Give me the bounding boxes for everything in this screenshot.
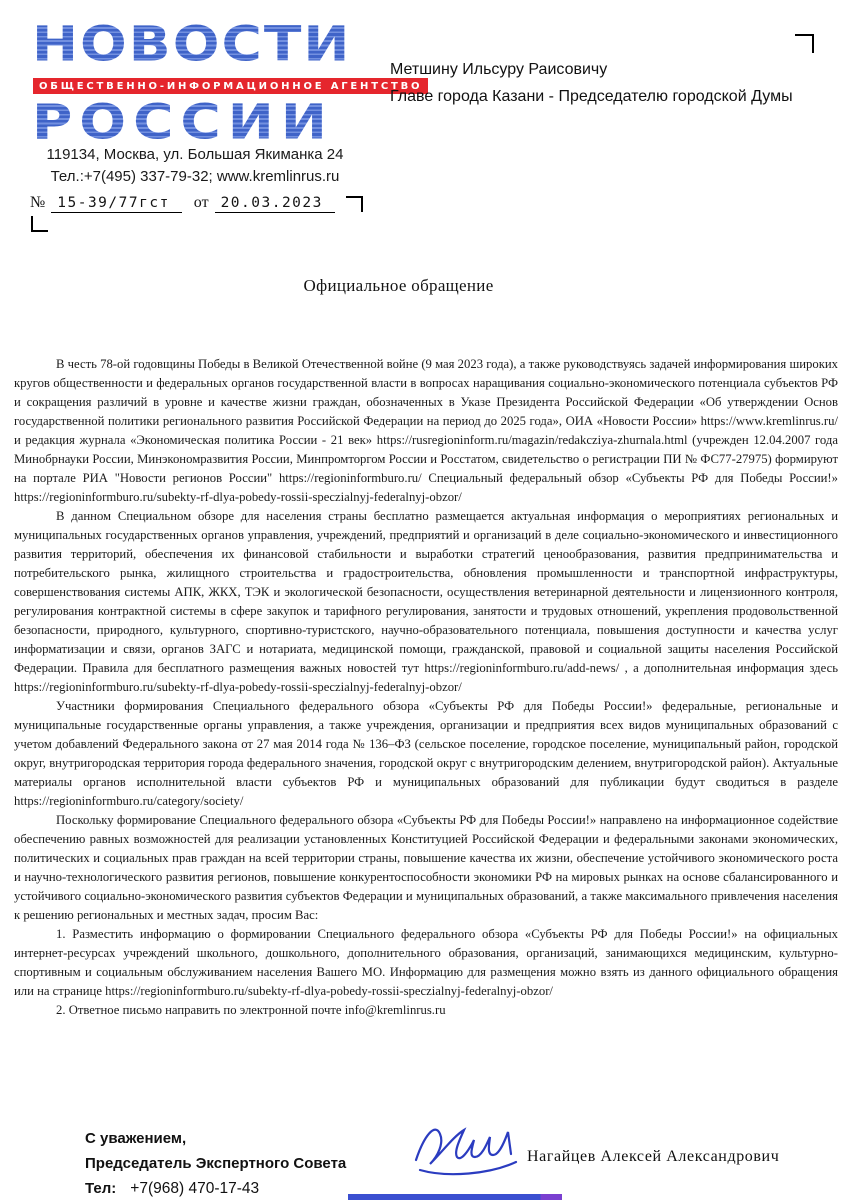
recipient-block	[390, 56, 835, 110]
letter-body	[14, 355, 838, 1020]
phone-label: Тел:	[85, 1180, 117, 1197]
scan-artifact-line	[348, 1194, 562, 1200]
crop-mark-top-right	[795, 34, 814, 53]
crop-mark-number-right	[346, 196, 363, 212]
recipient-name: Метшину Ильсуру Раисовичу	[390, 61, 608, 78]
logo-word-novosti: НОВОСТИ	[32, 20, 372, 68]
page-title: Официальное обращение	[303, 276, 494, 295]
logo-banner: ОБЩЕСТВЕННО-ИНФОРМАЦИОННОЕ АГЕНТСТВО	[33, 78, 428, 94]
signer-position: Председатель Экспертного Совета	[85, 1155, 347, 1172]
body-paragraph: 1. Разместить информацию о формировании Специального федерального обзора «Субъекты РФ для Победы России!» на официальных интернет-ресурсах учреждений школьного, дошкольного, дополнительного образования, организаций, занимающихся медицинским, культурно-спортивным и социальным обслуживанием населения Вашего МО. Информацию для размещения можно взять из данного официального обращения или на странице https://regioninformburo.ru/subekty-rf-dlya-pobedy-rossii-speczialnyj-federalnyj-obzor/	[14, 927, 838, 998]
recipient-position: Главе города Казани - Председателю городской Думы	[390, 88, 793, 105]
signer-name: Нагайцев Алексей Александрович	[527, 1148, 780, 1165]
body-paragraph: 2. Ответное письмо направить по электронной почте info@kremlinrus.ru	[56, 1003, 446, 1017]
agency-logo	[32, 15, 423, 153]
doc-date-label: от	[193, 194, 209, 211]
body-paragraph: В честь 78-ой годовщины Победы в Великой Отечественной войне (9 мая 2023 года), а также руководствуясь задачей информирования широких кругов общественности и федеральных органов государственной власти в вопросах наращивания социально-экономического потенциала субъектов РФ и сокращения различий в уровне и качестве жизни граждан, обозначенных в Указе Президента Российской Федерации «Об утверждении Основ государственной политики регионального развития Российской Федерации на период до 2025 года», ОИА «Новости России» https://www.kremlinrus.ru/ и редакция журнала «Экономическая политика России - 21 век» https://rusregioninform.ru/magazin/redakcziya-zhurnala.html (учрежден 12.04.2007 года Минобрнауки России, Минэкономразвития России, Минпромторгом России и Росстатом, свидетельство о регистрации ПИ № ФС77-27975) формируют на портале РИА "Новости регионов России" https://regioninformburo.ru/ Специальный федеральный обзор «Субъекты РФ для Победы России!» https://regioninformburo.ru/subekty-rf-dlya-pobedy-rossii-speczialnyj-federalnyj-obzor/	[14, 357, 838, 504]
doc-number-value: 15-39/77гст	[51, 195, 182, 213]
footer-signoff	[85, 1126, 346, 1200]
body-paragraph: В данном Специальном обзоре для населения страны бесплатно размещается актуальная информация о мероприятиях региональных и муниципальных государственных органов управления, учреждений, предприятий и организаций в деле социально-экономического и инвестиционного развития территорий, обеспечения их финансовой стабильности и выработки стратегий ценообразования, развития предпринимательства и потребительского рынка, жилищного строительства и градостроительства, обновления промышленности и транспортной инфраструктуры, совершенствования системы АПК, ЖКХ, ТЭК и экологической безопасности, осуществления ветеринарной деятельности и лицензионного контроля, регулирования контрактной системы в сфере закупок и тарифного регулирования, занятости и трудовых отношений, укрепления продовольственной безопасности, природного, культурного, спортивно-туристского, научно-образовательного потенциала, повышения доступности и качества услуг информатизации и связи, органов ЗАГС и нотариата, медицинской помощи, гражданской, правовой и социальной защиты населения Российской Федерации. Правила для бесплатного размещения важных новостей тут https://regioninformburo.ru/add-news/ , а дополнительная информация здесь https://regioninformburo.ru/subekty-rf-dlya-pobedy-rossii-speczialnyj-federalnyj-obzor/	[14, 509, 838, 694]
doc-date-value: 20.03.2023	[215, 195, 335, 213]
closing-line: С уважением,	[85, 1130, 187, 1147]
crop-mark-number-left	[31, 216, 48, 232]
signature	[408, 1112, 523, 1187]
letterhead-address	[10, 144, 380, 188]
logo-word-rossii: РОССИИ	[32, 98, 372, 146]
doc-number-row	[30, 194, 347, 213]
body-paragraph: Поскольку формирование Специального федерального обзора «Субъекты РФ для Победы России!» направлено на информационное содействие обеспечению равных возможностей для реализации установленных Конституцией Российской Федерации и федеральными законами экономических, политических и социальных прав граждан на всей территории страны, повышение качества их жизни, обеспечение устойчивого экономического роста и научно-технологического развития регионов, повышение конкурентоспособности экономики РФ на мировых рынках на основе сбалансированного и устойчивого социально-экономического развития субъектов Федерации и муниципальных образований, а также максимального привлечения населения к решению региональных и местных задач, просим Вас:	[14, 813, 838, 922]
body-paragraph: Участники формирования Специального федерального обзора «Субъекты РФ для Победы России!» федеральные, региональные и муниципальные государственные органы управления, а также учреждения, организации и предприятия всех видов муниципальных образований с учетом добавлений Федерального закона от 27 мая 2014 года № 136–ФЗ (сельское поселение, городское поселение, муниципальный район, городской округ, внутригородская территория города федерального значения, городской округ с внутригородским делением, внутригородской район). Актуальные материалы органов исполнительной власти субъектов РФ и муниципальных образований для публикации будут сводиться в разделе https://regioninformburo.ru/category/society/	[14, 699, 838, 808]
signature-icon	[408, 1112, 523, 1187]
phone-site-line: Тел.:+7(495) 337-79-32; www.kremlinrus.ru	[50, 168, 340, 185]
address-line: 119134, Москва, ул. Большая Якиманка 24	[46, 146, 344, 163]
phone-value: +7(968) 470-17-43	[130, 1180, 260, 1197]
doc-number-label: №	[30, 194, 46, 211]
